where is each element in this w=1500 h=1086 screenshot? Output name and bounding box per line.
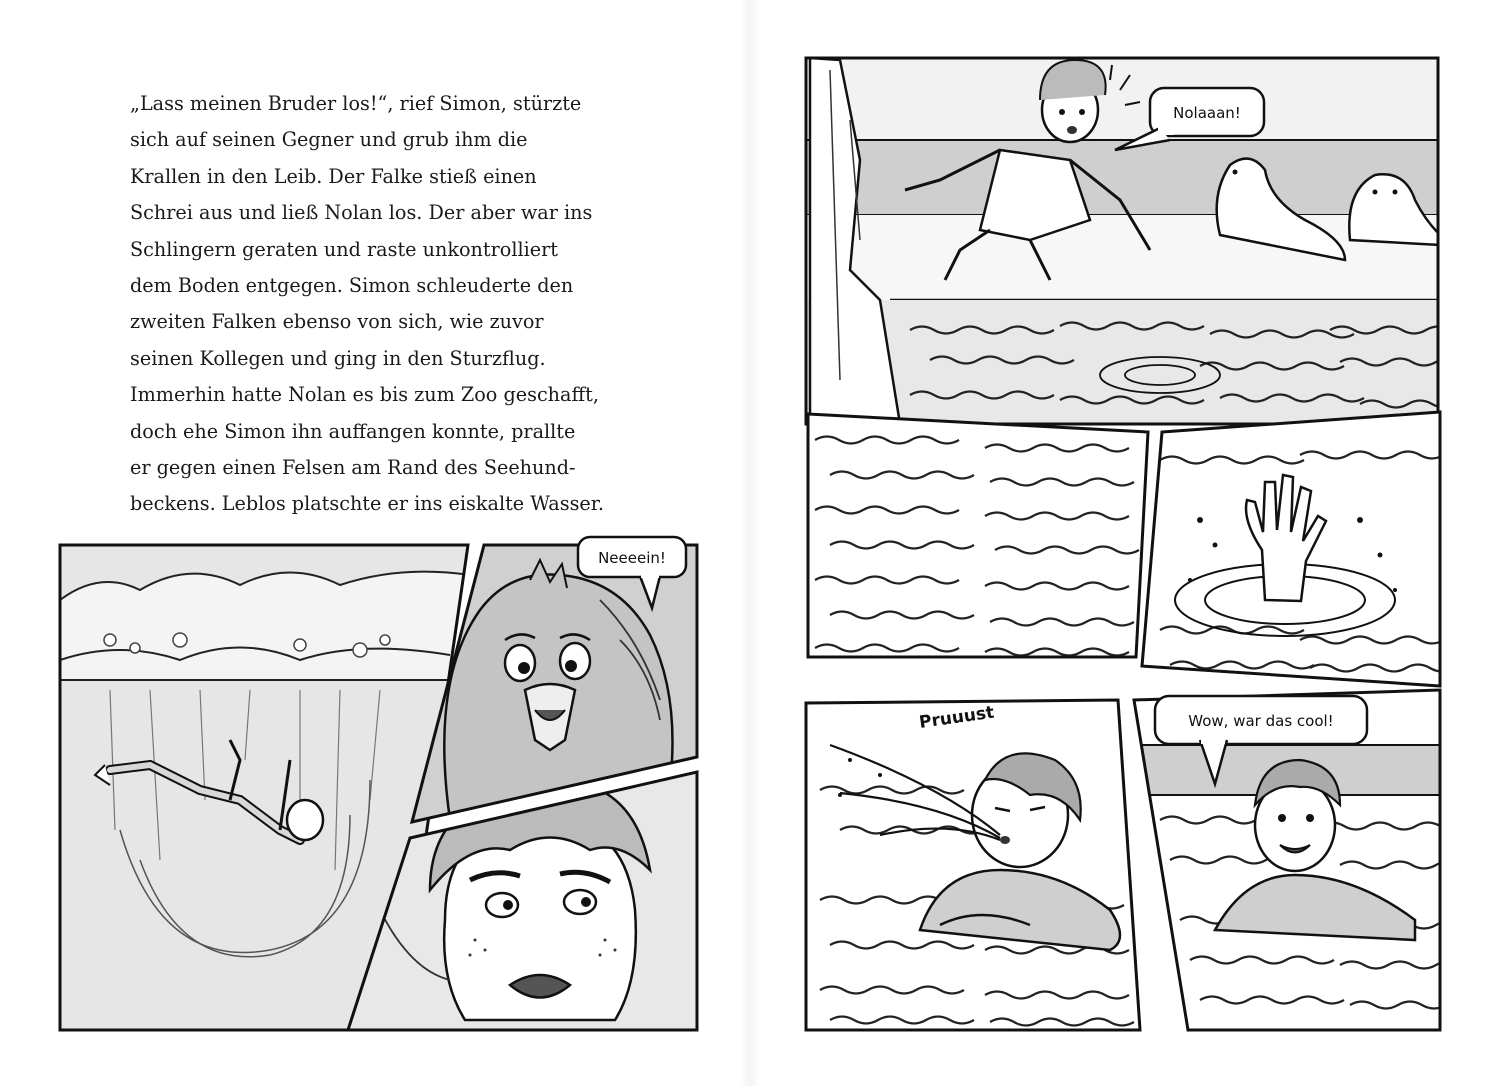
story-line: sich auf seinen Gegner und grub ihm die	[130, 128, 528, 152]
simon-face	[430, 781, 650, 1020]
story-line: seinen Kollegen und ging in den Sturzflug.	[130, 346, 546, 370]
story-line: zweiten Falken ebenso von sich, wie zuvor	[130, 310, 544, 334]
story-line: doch ehe Simon ihn auffangen konnte, prallte	[130, 419, 576, 443]
story-line: dem Boden entgegen. Simon schleuderte den	[130, 273, 574, 297]
story-line: er gegen einen Felsen am Rand des Seehund-	[130, 455, 576, 479]
story-line: Immerhin hatte Nolan es bis zum Zoo geschafft,	[130, 383, 599, 407]
panel-spitting	[806, 700, 1146, 1035]
spit-sound-effect: Pruuust	[917, 702, 996, 733]
story-line: Schlingern geraten und raste unkontrolliert	[130, 237, 558, 261]
story-line: Schrei aus und ließ Nolan los. Der aber war ins	[130, 201, 593, 225]
nolan-speech-text: Wow, war das cool!	[1188, 712, 1334, 730]
falcon-speech-text: Neeeein!	[598, 549, 666, 567]
story-line: beckens. Leblos platschte er ins eiskalte Wasser.	[130, 492, 604, 516]
story-line: Krallen in den Leib. Der Falke stieß einen	[130, 164, 537, 188]
story-line: „Lass meinen Bruder los!“, rief Simon, stürzte	[130, 92, 582, 115]
panel-hand-rising	[1140, 410, 1454, 690]
panel-water-surface	[806, 410, 1151, 660]
panel-cool	[1130, 690, 1494, 1035]
simon-speech-text: Nolaaan!	[1173, 104, 1241, 122]
panel-seal-pool	[806, 58, 1500, 424]
